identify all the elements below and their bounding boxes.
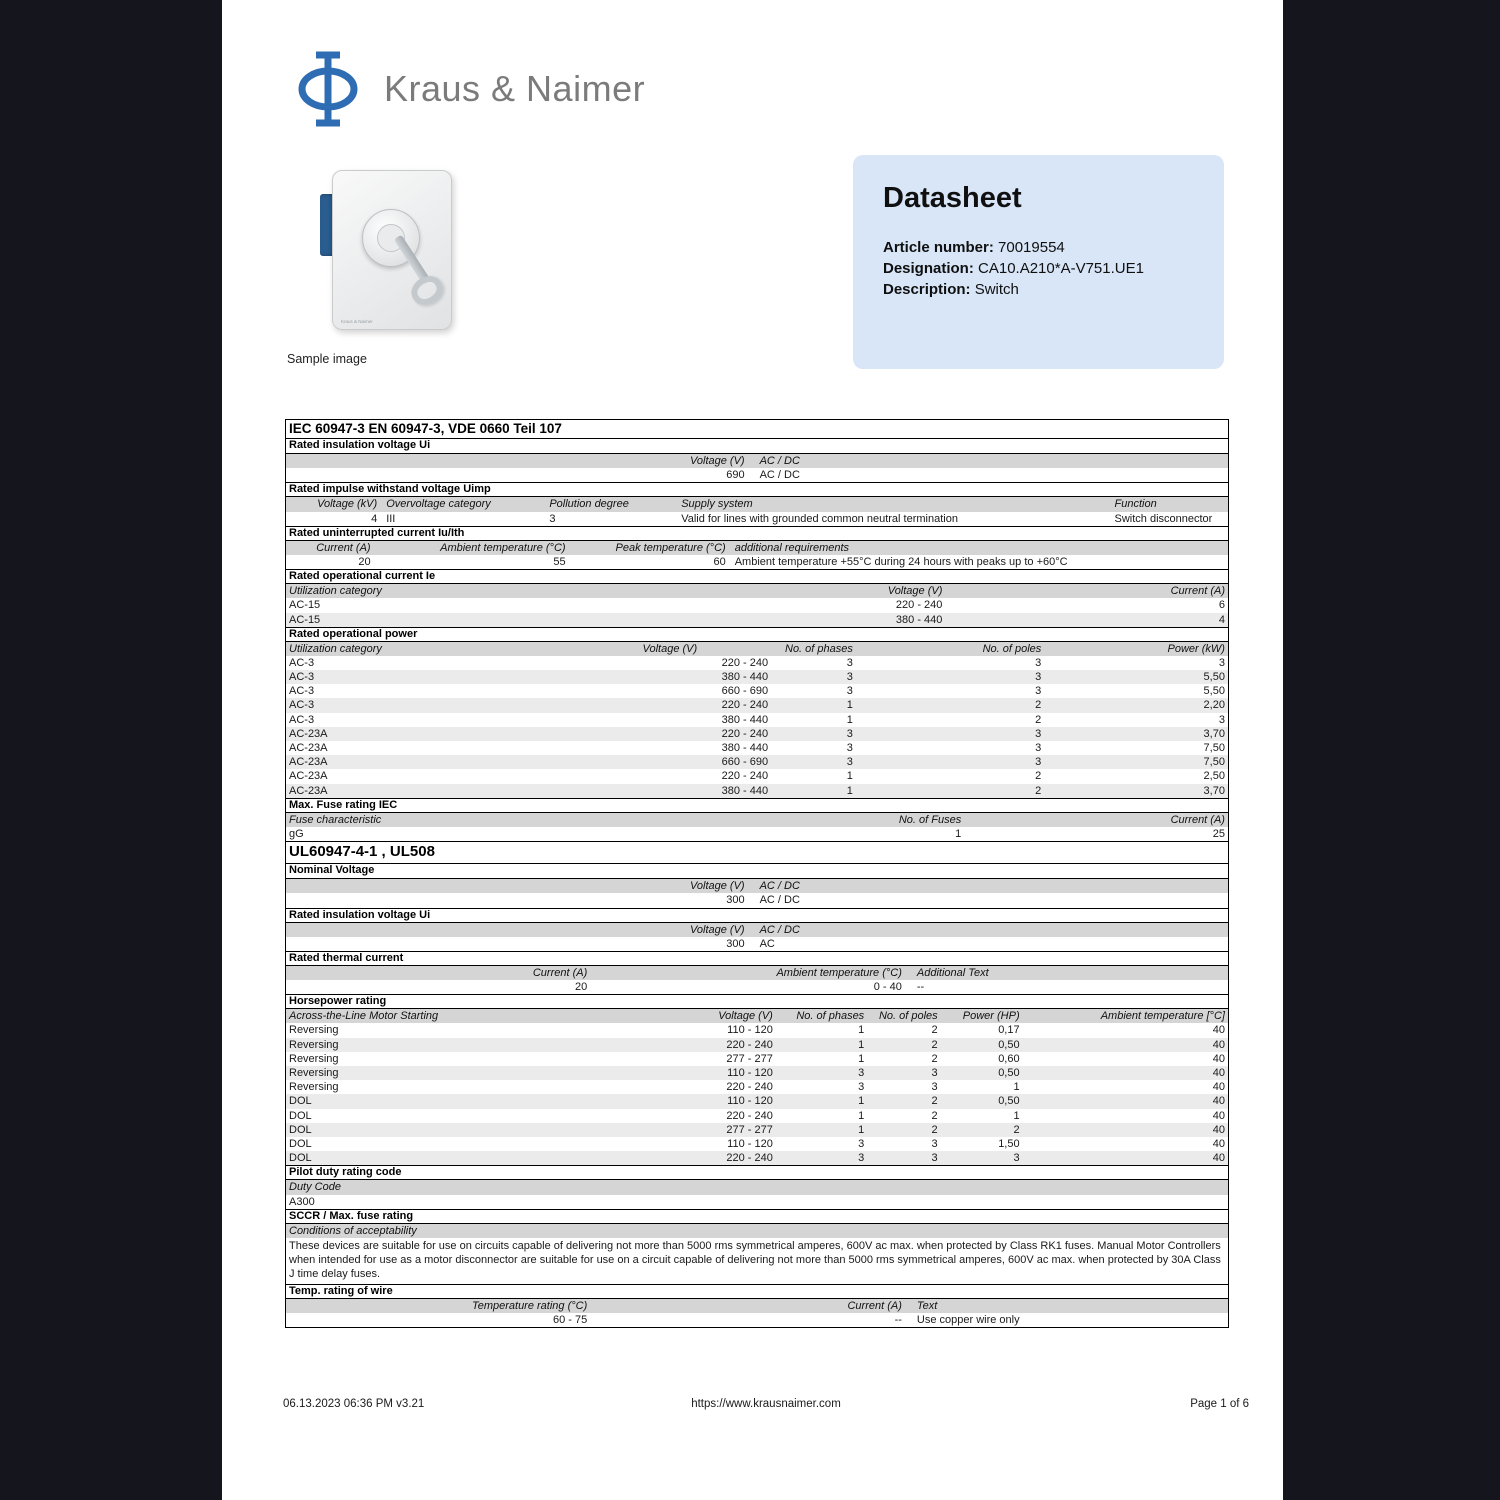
table-row (286, 1023, 1228, 1037)
table-row (286, 827, 1228, 841)
table-cell: 380 - 440 (721, 671, 769, 684)
table-cell: 0 - 40 (873, 981, 902, 994)
table-cell: DOL (289, 1152, 312, 1165)
column-header: Current (A) (1170, 813, 1225, 826)
table-cell: 220 - 240 (726, 1038, 773, 1051)
table-cell: 4 (1218, 613, 1225, 626)
table-cell: Valid for lines with grounded common neutral termination (681, 512, 958, 525)
table-cell: Reversing (289, 1024, 339, 1037)
table-cell: Switch disconnector (1114, 512, 1213, 525)
table-cell: 40 (1212, 1137, 1225, 1150)
table-cell: 380 - 440 (721, 784, 769, 797)
table-cell: AC / DC (759, 469, 800, 482)
table-cell: AC-3 (289, 656, 315, 669)
column-header-row (286, 966, 1228, 980)
table-cell: 40 (1212, 1081, 1225, 1094)
kraus-naimer-phi-logo-icon (296, 50, 360, 128)
table-row (286, 1080, 1228, 1094)
table-cell: A300 (289, 1195, 315, 1208)
column-header: Ambient temperature [°C] (1100, 1010, 1225, 1023)
table-cell: AC-23A (289, 784, 328, 797)
table-cell: AC-15 (289, 599, 321, 612)
column-header-row (286, 923, 1228, 937)
table-cell: -- (894, 1314, 902, 1327)
page-footer (283, 1398, 1249, 1410)
column-header: No. of poles (878, 1010, 938, 1023)
column-header: Overvoltage category (386, 498, 491, 511)
table-cell: -- (916, 981, 925, 994)
table-cell: AC-3 (289, 713, 315, 726)
table-cell: 0,17 (998, 1024, 1020, 1037)
switch-plate (332, 170, 452, 330)
table-cell: 3,70 (1203, 784, 1225, 797)
table-cell: 1 (846, 699, 853, 712)
table-cell: 2 (931, 1052, 938, 1065)
table-cell: Ambient temperature +55°C during 24 hours with peaks up to +60°C (734, 555, 1068, 568)
table-row (286, 684, 1228, 698)
table-row (286, 1109, 1228, 1123)
table-cell: AC-3 (289, 671, 315, 684)
table-cell: 3,70 (1203, 727, 1225, 740)
section-title: Rated operational current Ie (286, 569, 1228, 584)
table-cell: 2 (931, 1038, 938, 1051)
table-cell: DOL (289, 1095, 312, 1108)
table-cell: 0,60 (998, 1052, 1020, 1065)
table-cell: 3 (846, 756, 853, 769)
section-title: Pilot duty rating code (286, 1165, 1228, 1180)
column-header-row (286, 813, 1228, 827)
table-cell: 3 (1013, 1152, 1020, 1165)
article-number-label: Article number: (883, 239, 994, 256)
table-cell: 277 - 277 (726, 1123, 773, 1136)
table-cell: DOL (289, 1123, 312, 1136)
table-cell: Use copper wire only (916, 1314, 1020, 1327)
table-cell: DOL (289, 1109, 312, 1122)
table-cell: 1 (858, 1109, 865, 1122)
section-title: Rated insulation voltage Ui (286, 908, 1228, 923)
column-header: Power (HP) (962, 1010, 1020, 1023)
table-cell: 40 (1212, 1109, 1225, 1122)
designation-value: CA10.A210*A-V751.UE1 (978, 260, 1144, 277)
table-cell: 0,50 (998, 1038, 1020, 1051)
table-cell: 3 (858, 1067, 865, 1079)
table-cell: 1 (858, 1038, 865, 1051)
table-cell: 220 - 240 (726, 1109, 773, 1122)
table-cell: 3 (1035, 671, 1042, 684)
column-header: No. of poles (982, 642, 1042, 655)
column-header: Voltage (V) (887, 585, 943, 598)
table-cell: 60 - 75 (553, 1314, 588, 1327)
table-row (286, 784, 1228, 798)
table-cell: 220 - 240 (721, 727, 769, 740)
table-cell: 1 (1013, 1109, 1020, 1122)
column-header: Temperature rating (°C) (472, 1299, 588, 1312)
column-header-row (286, 642, 1228, 656)
column-header-row (286, 497, 1228, 511)
table-cell: 660 - 690 (721, 756, 769, 769)
table-row (286, 1313, 1228, 1327)
column-header: Voltage (V) (689, 923, 745, 936)
table-cell: 110 - 120 (727, 1137, 773, 1150)
table-cell: 2 (931, 1024, 938, 1037)
table-cell: 220 - 240 (721, 699, 769, 712)
table-cell: 690 (726, 469, 745, 482)
table-cell: 2 (1013, 1123, 1020, 1136)
table-cell: DOL (289, 1137, 312, 1150)
table-cell: 220 - 240 (726, 1081, 773, 1094)
table-cell: 1,50 (998, 1137, 1020, 1150)
table-cell: 3 (846, 656, 853, 669)
description-value: Switch (974, 281, 1019, 298)
table-row (286, 1151, 1228, 1165)
table-cell: 1 (955, 827, 962, 840)
table-cell: 2 (1035, 713, 1042, 726)
table-cell: 40 (1212, 1152, 1225, 1165)
table-cell: AC (759, 937, 775, 950)
table-row (286, 769, 1228, 783)
column-header: Fuse characteristic (289, 813, 382, 826)
column-header-row (286, 541, 1228, 555)
column-header: AC / DC (759, 880, 800, 893)
column-header: Current (A) (847, 1299, 902, 1312)
table-cell: 3 (858, 1137, 865, 1150)
table-cell: 40 (1212, 1067, 1225, 1079)
table-row (286, 980, 1228, 994)
table-cell: AC-3 (289, 685, 315, 698)
column-header: No. of Fuses (898, 813, 962, 826)
table-cell: 3 (1035, 742, 1042, 754)
table-cell: 7,50 (1203, 756, 1225, 769)
table-cell: gG (289, 827, 304, 840)
table-cell: 3 (858, 1081, 865, 1094)
table-row (286, 755, 1228, 769)
column-header: AC / DC (759, 455, 800, 467)
column-header: Duty Code (289, 1181, 341, 1194)
table-row (286, 713, 1228, 727)
column-header: Function (1114, 498, 1157, 511)
section-title: SCCR / Max. fuse rating (286, 1209, 1228, 1224)
table-cell: 380 - 440 (721, 742, 769, 754)
table-cell: 3 (1035, 656, 1042, 669)
column-header-row (286, 1009, 1228, 1023)
table-row (286, 555, 1228, 569)
column-header: No. of phases (796, 1010, 865, 1023)
table-row (286, 727, 1228, 741)
column-header-row (286, 454, 1228, 468)
table-cell: 3 (931, 1067, 938, 1079)
table-section-banner: UL60947-4-1 , UL508 (286, 841, 1228, 864)
column-header: Text (916, 1299, 938, 1312)
table-cell: 3 (1035, 756, 1042, 769)
table-cell: 1 (846, 770, 853, 783)
table-cell: 60 (713, 555, 726, 568)
column-header: Additional Text (916, 966, 989, 979)
table-cell: 110 - 120 (727, 1067, 773, 1079)
table-cell: Reversing (289, 1052, 339, 1065)
footer-page-number: Page 1 of 6 (1190, 1398, 1250, 1410)
column-header: Ambient temperature (°C) (440, 541, 566, 554)
brand-header (296, 50, 645, 128)
table-cell: Reversing (289, 1081, 339, 1094)
table-row (286, 893, 1228, 907)
footer-timestamp: 06.13.2023 06:36 PM v3.21 (283, 1398, 425, 1410)
table-cell: AC / DC (759, 894, 800, 907)
table-row (286, 1038, 1228, 1052)
table-cell: 0,50 (998, 1095, 1020, 1108)
table-row (286, 512, 1228, 526)
column-header: Current (A) (1170, 585, 1225, 598)
table-cell: 6 (1218, 599, 1225, 612)
conditions-paragraph: These devices are suitable for use on circuits capable of delivering not more than 5000 rms symmetrical amperes, 600V ac max. when protected by Class RK1 fuses. Manual Motor Controllers when intended for use as a motor disconnector are suitable for use on a circuit capable of delivering not more than 5000 rms symmetrical amperes, 600V ac max. when protected by 30A Class J time delay fuses. (286, 1238, 1228, 1284)
column-header: Supply system (681, 498, 753, 511)
column-header: Current (A) (532, 966, 588, 979)
table-cell: 2 (931, 1123, 938, 1136)
table-cell: 380 - 440 (895, 613, 943, 626)
table-cell: 5,50 (1203, 671, 1225, 684)
table-cell: 40 (1212, 1024, 1225, 1037)
table-cell: 20 (358, 555, 371, 568)
table-cell: 40 (1212, 1095, 1225, 1108)
column-header: Current (A) (316, 541, 371, 554)
table-cell: 2 (1035, 784, 1042, 797)
table-cell: III (386, 512, 396, 525)
column-header: Utilization category (289, 585, 382, 598)
table-cell: 220 - 240 (895, 599, 943, 612)
table-cell: 1 (846, 784, 853, 797)
designation-label: Designation: (883, 260, 974, 277)
table-cell: 55 (553, 555, 566, 568)
table-cell: 40 (1212, 1123, 1225, 1136)
footer-url: https://www.krausnaimer.com (691, 1398, 841, 1410)
sample-image-caption: Sample image (287, 352, 367, 366)
table-row (286, 741, 1228, 755)
column-header: Voltage (kV) (317, 498, 378, 511)
table-row (286, 1137, 1228, 1151)
spec-table (285, 419, 1229, 1328)
table-row (286, 670, 1228, 684)
table-section-banner: IEC 60947-3 EN 60947-3, VDE 0660 Teil 107 (286, 420, 1228, 439)
table-cell: 3 (1218, 656, 1225, 669)
table-cell: 1 (858, 1024, 865, 1037)
section-title: Temp. rating of wire (286, 1284, 1228, 1299)
table-cell: 3 (846, 742, 853, 754)
table-cell: 3 (931, 1137, 938, 1150)
table-cell: 2 (1035, 699, 1042, 712)
table-cell: 20 (575, 981, 588, 994)
switch-key-bow (406, 270, 448, 310)
section-title: Rated operational power (286, 627, 1228, 642)
table-row (286, 656, 1228, 670)
column-header: Peak temperature (°C) (615, 541, 726, 554)
table-cell: 220 - 240 (726, 1152, 773, 1165)
table-cell: 3 (846, 727, 853, 740)
table-cell: 3 (858, 1152, 865, 1165)
table-cell: AC-3 (289, 699, 315, 712)
table-cell: 110 - 120 (727, 1024, 773, 1037)
table-cell: 380 - 440 (721, 713, 769, 726)
column-header-row (286, 879, 1228, 893)
table-cell: AC-23A (289, 756, 328, 769)
table-cell: 3 (1035, 685, 1042, 698)
table-row (286, 1052, 1228, 1066)
table-cell: 0,50 (998, 1067, 1020, 1079)
column-header: No. of phases (785, 642, 853, 655)
description-field (883, 279, 1194, 300)
table-cell: 660 - 690 (721, 685, 769, 698)
table-cell: 220 - 240 (721, 770, 769, 783)
table-cell: 1 (858, 1123, 865, 1136)
table-cell: 1 (858, 1095, 865, 1108)
column-header: Voltage (V) (718, 1010, 773, 1023)
article-number-field (883, 237, 1194, 258)
table-cell: 3 (931, 1152, 938, 1165)
table-cell: Reversing (289, 1067, 339, 1079)
column-header-row (286, 1299, 1228, 1313)
table-row (286, 937, 1228, 951)
table-cell: 300 (726, 937, 745, 950)
table-cell: 40 (1212, 1052, 1225, 1065)
column-header: Utilization category (289, 642, 382, 655)
column-header: additional requirements (734, 541, 850, 554)
section-title: Rated impulse withstand voltage Uimp (286, 482, 1228, 497)
column-header-row (286, 584, 1228, 598)
table-cell: AC-23A (289, 742, 328, 754)
column-header: Across-the-Line Motor Starting (289, 1010, 439, 1023)
column-header-row (286, 1180, 1228, 1194)
table-cell: 3 (1035, 727, 1042, 740)
table-cell: 5,50 (1203, 685, 1225, 698)
table-cell: 40 (1212, 1038, 1225, 1051)
table-row (286, 698, 1228, 712)
table-cell: 2 (1035, 770, 1042, 783)
table-cell: 300 (726, 894, 745, 907)
table-cell: 3 (1218, 713, 1225, 726)
section-title: Horsepower rating (286, 994, 1228, 1009)
column-header: Ambient temperature (°C) (776, 966, 902, 979)
table-row (286, 1195, 1228, 1209)
table-cell: 2 (931, 1109, 938, 1122)
table-cell: 3 (931, 1081, 938, 1094)
table-cell: 110 - 120 (727, 1095, 773, 1108)
column-header: Pollution degree (549, 498, 629, 511)
section-title: Rated uninterrupted current Iu/Ith (286, 526, 1228, 541)
table-row (286, 613, 1228, 627)
section-title: Nominal Voltage (286, 864, 1228, 879)
table-cell: 2 (931, 1095, 938, 1108)
column-header: Power (kW) (1167, 642, 1225, 655)
datasheet-title: Datasheet (883, 182, 1022, 214)
table-cell: 2,20 (1203, 699, 1225, 712)
table-cell: Reversing (289, 1038, 339, 1051)
table-row (286, 598, 1228, 612)
table-row (286, 1066, 1228, 1080)
article-number-value: 70019554 (998, 239, 1065, 256)
column-header: Voltage (V) (642, 642, 698, 655)
table-cell: 7,50 (1203, 742, 1225, 754)
column-header-row (286, 1224, 1228, 1238)
section-title: Max. Fuse rating IEC (286, 798, 1228, 813)
table-cell: 220 - 240 (721, 656, 769, 669)
table-cell: 3 (846, 685, 853, 698)
table-row (286, 1123, 1228, 1137)
table-cell: AC-23A (289, 727, 328, 740)
table-cell: 2,50 (1203, 770, 1225, 783)
column-header: AC / DC (759, 923, 800, 936)
table-cell: 4 (371, 512, 378, 525)
table-row (286, 468, 1228, 482)
table-cell: 25 (1212, 827, 1225, 840)
section-title: Rated thermal current (286, 951, 1228, 966)
product-sample-image (318, 164, 454, 350)
document-page (222, 0, 1283, 1500)
section-title: Rated insulation voltage Ui (286, 439, 1228, 454)
column-header: Conditions of acceptability (289, 1224, 417, 1237)
table-cell: 1 (858, 1052, 865, 1065)
table-row (286, 1094, 1228, 1108)
table-cell: 1 (846, 713, 853, 726)
table-cell: 3 (549, 512, 556, 525)
table-cell: 277 - 277 (726, 1052, 773, 1065)
column-header: Voltage (V) (689, 880, 745, 893)
table-cell: 1 (1013, 1081, 1020, 1094)
designation-field (883, 258, 1194, 279)
switch-plate-label: Kraus & Naimer (341, 319, 373, 324)
datasheet-card (853, 155, 1224, 369)
brand-name: Kraus & Naimer (384, 68, 646, 109)
description-label: Description: (883, 281, 971, 298)
table-cell: 3 (846, 671, 853, 684)
table-cell: AC-15 (289, 613, 321, 626)
table-cell: AC-23A (289, 770, 328, 783)
column-header: Voltage (V) (689, 455, 745, 467)
